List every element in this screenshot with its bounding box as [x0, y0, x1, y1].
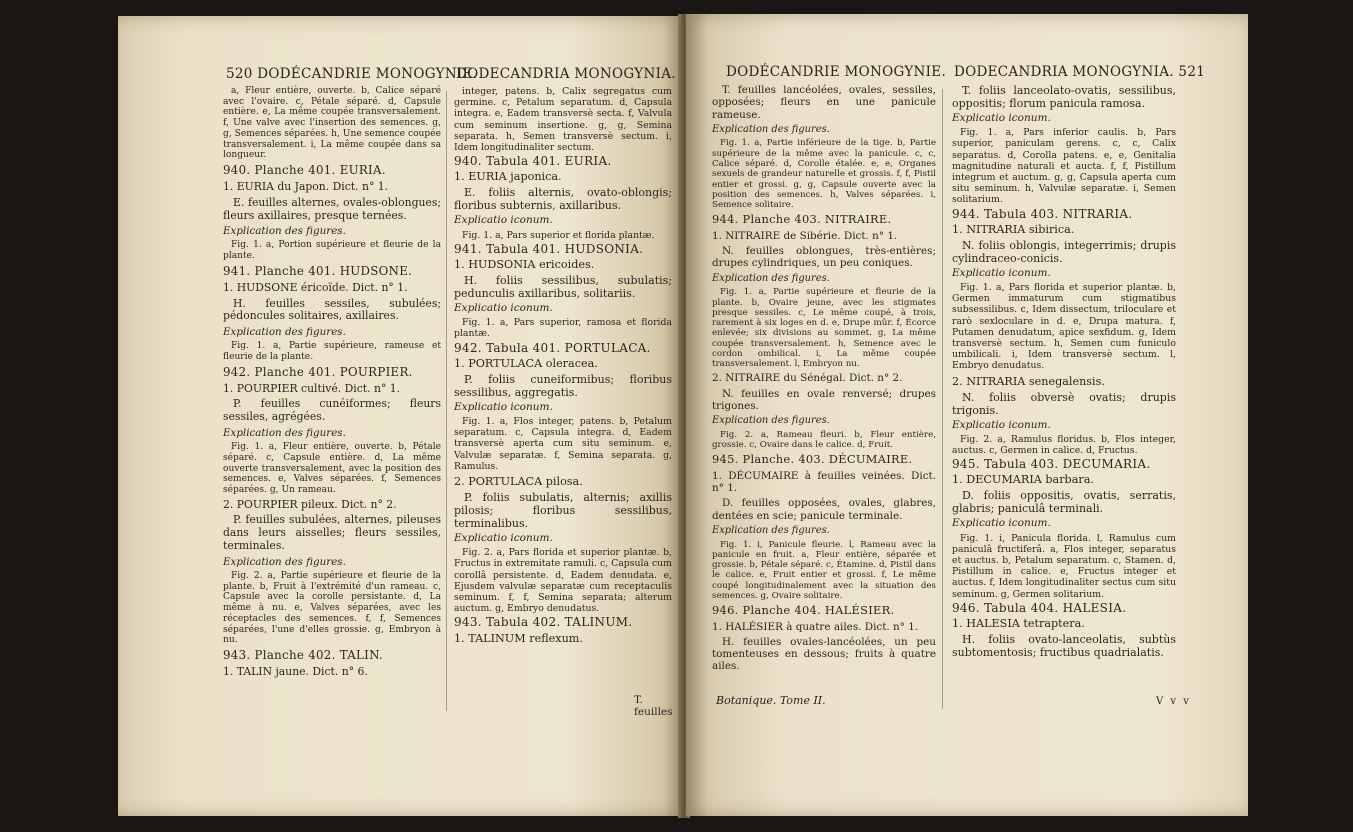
text-desc: H. feuilles sessiles, subulées; pédoncules solitaires, axillaires. — [223, 296, 441, 323]
text-sec: 945. Tabula 403. DECUMARIA. — [952, 457, 1151, 472]
text-entry: 1. NITRARIA sibirica. — [952, 222, 1075, 236]
left-page — [118, 16, 682, 816]
text-desc: H. foliis ovato-lanceolatis, subtùs subtomentosis; fructibus quadrialatis. — [952, 633, 1176, 660]
text-sec: 946. Tabula 404. HALESIA. — [952, 600, 1127, 615]
text-entry: 1. EURIA japonica. — [454, 170, 562, 184]
text-fig: a, Fleur entière, ouverte. b, Calice séparé avec l'ovaire. c, Pétale séparé. d, Capsule entière. e, La même coupée transversalement. f, Une valve avec l'insertion des semences. g, g, Semences séparées. h, Une semence coupée transversalement. i, La même coupée dans sa longueur. — [223, 86, 441, 161]
text-fig: integer, patens. b, Calix segregatus cum germine. c, Petalum separatum. d, Capsula integra. e, Eadem transversè secta. f, Valvula cum seminum insertione. g, g, Semina separata. h, Semen transversè sectum. i, Idem longitudinaliter sectum. — [454, 86, 672, 154]
text-desc: N. feuilles en ovale renversé; drupes trigones. — [712, 387, 936, 412]
text-desc: D. feuilles opposées, ovales, glabres, dentées en scie; panicule terminale. — [712, 497, 936, 522]
left-header-french: 520 DODÉCANDRIE MONOGYNIE. — [226, 66, 478, 82]
text-fig: Fig. 1. a, Fleur entière, ouverte. b, Pétale séparé. c, Capsule entière. d, La même ouverte transversalement, avec la position des semences. e, Valves séparées. f, Semences séparées. g, Un rameau. — [223, 442, 441, 495]
text-sec: 944. Planche 403. NITRAIRE. — [712, 212, 892, 227]
right-header-latin: DODECANDRIA MONOGYNIA. 521 — [954, 64, 1206, 80]
text-entry: 1. EURIA du Japon. Dict. n° 1. — [223, 180, 389, 194]
text-sec: 940. Planche 401. EURIA. — [223, 163, 386, 178]
text-expl: Explication des figures. — [712, 123, 830, 135]
text-desc: H. foliis sessilibus, subulatis; pedunculis axillaribus, solitariis. — [454, 274, 672, 301]
catchword: T. feuilles — [634, 694, 673, 718]
text-desc: P. feuilles cunéiformes; fleurs sessiles, agrégées. — [223, 397, 441, 424]
text-desc: H. feuilles ovales-lancéolées, un peu tomenteuses en dessous; fruits à quatre ailes. — [712, 635, 936, 673]
text-desc: P. feuilles subulées, alternes, pileuses dans leurs aisselles; fleurs sessiles, terminales. — [223, 513, 441, 552]
left-latin-column — [454, 86, 672, 648]
text-expl: Explicatio iconum. — [454, 302, 553, 315]
left-french-column — [223, 86, 441, 682]
text-expl: Explicatio iconum. — [454, 214, 553, 227]
text-desc: P. foliis cuneiformibus; floribus sessilibus, aggregatis. — [454, 372, 672, 399]
text-desc: T. foliis lanceolato-ovatis, sessilibus, oppositis; florum panicula ramosa. — [952, 84, 1176, 110]
text-sec: 942. Tabula 401. PORTULACA. — [454, 340, 651, 355]
text-expl: Explication des figures. — [223, 225, 346, 238]
text-sec: 945. Planche. 403. DÉCUMAIRE. — [712, 452, 913, 467]
text-sec: 943. Tabula 402. TALINUM. — [454, 615, 633, 630]
text-expl: Explication des figures. — [223, 426, 346, 439]
text-fig: Fig. 2. a, Partie supérieure et fleurie de la plante. b, Fruit à l'extrémité d'un rameau. c, Capsule avec la corolle persistante. d, La même à nu. e, Valves séparées, avec les réceptacles des semences. f, f, Semences séparées, l'une d'elles grossie. g, Embryon à nu. — [223, 570, 441, 646]
text-entry: 2. NITRAIRE du Sénégal. Dict. n° 2. — [712, 372, 903, 385]
text-desc: D. foliis oppositis, ovatis, serratis, glabris; paniculâ terminali. — [952, 489, 1176, 516]
text-fig: Fig. 1. i, Panicule fleurie. l, Rameau avec la panicule en fruit. a, Fleur entière, séparée et grossie. b, Pétale séparé. c, Étamine. d, Pistil dans le calice. e, Fruit entier et grossi. f, Le même coupé longitudinalement avec la situation des semences. g, Ovaire solitaire. — [712, 539, 936, 601]
text-expl: Explicatio iconum. — [952, 418, 1051, 431]
text-fig: Fig. 1. a, Portion supérieure et fleurie de la plante. — [223, 240, 441, 262]
text-desc: P. foliis subulatis, alternis; axillis pilosis; floribus sessilibus, terminalibus. — [454, 491, 672, 531]
text-desc: N. feuilles oblongues, très-entières; drupes cylindriques, un peu coniques. — [712, 245, 936, 270]
text-fig: Fig. 1. a, Partie supérieure et fleurie de la plante. b, Ovaire jeune, avec les stigmates presque sessiles. c, Le même coupé, à trois, rarement à six loges en d. e, Drupe mûr. f, Écorce enlevée; six divisions au sommet. g, La même coupée transversalement. h, Semence avec le cordon ombilical. i, La même coupée transversalement. l, Embryon nu. — [712, 287, 936, 370]
text-fig: Fig. 2. a, Ramulus floridus. b, Flos integer, auctus. c, Germen in calice. d, Fructus. — [952, 433, 1176, 457]
text-entry: 1. DÉCUMAIRE à feuilles veinées. Dict. n° 1. — [712, 469, 936, 495]
right-french-column — [712, 84, 936, 676]
text-expl: Explicatio iconum. — [952, 112, 1051, 124]
text-entry: 1. HUDSONIA ericoides. — [454, 258, 595, 272]
text-entry: 1. NITRAIRE de Sibérie. Dict. n° 1. — [712, 229, 898, 242]
right-header-french: DODÉCANDRIE MONOGYNIE. — [726, 64, 947, 80]
text-entry: 2. NITRARIA senegalensis. — [952, 374, 1105, 388]
text-fig: Fig. 1. a, Pars superior, ramosa et florida plantæ. — [454, 317, 672, 340]
text-entry: 1. DECUMARIA barbara. — [952, 473, 1094, 487]
text-fig: Fig. 1. a, Partie supérieure, rameuse et fleurie de la plante. — [223, 341, 441, 362]
text-fig: Fig. 1. a, Partie inférieure de la tige. b, Partie supérieure de la même avec la panicule. c, c, Calice séparé. d, Corolle étalée. e, e, Organes sexuels de grandeur naturelle et grossis. f, f, Pistil entier et grossi. g, g, Capsule ouverte avec la position des semences. h, Valves séparées. i, Semence solitaire. — [712, 138, 936, 211]
footer-volume: Botanique. Tome II. — [716, 694, 826, 707]
text-expl: Explication des figures. — [712, 524, 830, 536]
text-sec: 941. Planche 401. HUDSONE. — [223, 263, 413, 278]
column-rule — [942, 89, 943, 709]
text-entry: 2. POURPIER pileux. Dict. n° 2. — [223, 497, 397, 511]
text-sec: 946. Planche 404. HALÉSIER. — [712, 603, 895, 618]
text-fig: Fig. 1. a, Pars inferior caulis. b, Pars superior, paniculam gerens. c, c, Calix separatus. d, Corolla patens. e, e, Genitalia magnitudine naturali et aucta. f, f, Pistillum integrum et auctum. g, g, Capsula aperta cum situ seminum. h, Valvulæ separatæ. i, Semen solitarium. — [952, 127, 1176, 206]
text-fig: Fig. 2. a, Rameau fleuri. b, Fleur entière, grossie. c, Ovaire dans le calice. d, Fruit. — [712, 429, 936, 451]
text-entry: 1. TALIN jaune. Dict. n° 6. — [223, 664, 368, 678]
text-expl: Explication des figures. — [223, 326, 346, 339]
text-desc: E. foliis alternis, ovato-oblongis; floribus subternis, axillaribus. — [454, 186, 672, 213]
signature-mark: V v v — [1156, 696, 1191, 707]
text-entry: 2. PORTULACA pilosa. — [454, 475, 583, 489]
right-page — [686, 14, 1248, 816]
text-expl: Explicatio iconum. — [454, 532, 553, 545]
text-entry: 1. POURPIER cultivé. Dict. n° 1. — [223, 381, 401, 395]
text-expl: Explication des figures. — [223, 555, 346, 568]
text-entry: 1. HALESIA tetraptera. — [952, 617, 1085, 631]
column-rule — [446, 91, 447, 711]
text-fig: Fig. 1. a, Pars superior et florida plantæ. — [462, 229, 655, 241]
text-entry: 1. HUDSONE éricoïde. Dict. n° 1. — [223, 280, 408, 294]
text-fig: Fig. 1. a, Pars florida et superior plantæ. b, Germen immaturum cum stigmatibus subsessilibus. c, Idem dissectum, triloculare et rarò sexloculare in d. e, Drupa matura. f, Putamen denudatum, apice sexfidum. g, Idem transversè sectum. h, Semen cum funiculo umbilicali. i, Idem transversè sectum. l, Embryo denudatus. — [952, 282, 1176, 372]
text-expl: Explication des figures. — [712, 415, 830, 427]
text-entry: 1. HALÉSIER à quatre ailes. Dict. n° 1. — [712, 620, 919, 633]
text-desc: E. feuilles alternes, ovales-oblongues; fleurs axillaires, presque ternées. — [223, 195, 441, 222]
text-sec: 944. Tabula 403. NITRARIA. — [952, 206, 1133, 221]
text-entry: 1. PORTULACA oleracea. — [454, 356, 598, 370]
left-header-latin: DODECANDRIA MONOGYNIA. — [456, 66, 676, 82]
text-desc: N. foliis obversè ovatis; drupis trigonis. — [952, 390, 1176, 417]
text-fig: Fig. 1. a, Flos integer, patens. b, Petalum separatum. c, Capsula integra. d, Eadem transversè aperta cum situ seminum. e, Valvulæ separatæ. f, Semina separata. g, Ramulus. — [454, 416, 672, 472]
text-entry: 1. TALINUM reflexum. — [454, 631, 583, 645]
text-sec: 943. Planche 402. TALIN. — [223, 648, 384, 663]
text-expl: Explicatio iconum. — [952, 266, 1051, 279]
text-expl: Explication des figures. — [712, 272, 830, 284]
text-sec: 942. Planche 401. POURPIER. — [223, 364, 413, 379]
text-sec: 941. Tabula 401. HUDSONIA. — [454, 241, 644, 256]
text-desc: N. foliis oblongis, integerrimis; drupis cylindraceo-conicis. — [952, 238, 1176, 265]
text-fig: Fig. 2. a, Pars florida et superior plantæ. b, Fructus in extremitate ramuli. c, Capsula cum corollâ persistente. d, Eadem denudata. e, Ejusdem valvulæ separatæ cum receptaculis seminum. f, f, Semina separata; alterum auctum. g, Embryo denudatus. — [454, 547, 672, 615]
text-fig: Fig. 1. i, Panicula florida. l, Ramulus cum paniculâ fructiferâ. a, Flos integer, separatus et auctus. b, Petalum separatum. c, Stamen. d, Pistillum in calice. e, Fructus integer et auctus. f, Idem longitudinaliter sectus cum situ seminum. g, Germen solitarium. — [952, 532, 1176, 600]
text-desc: T. feuilles lancéolées, ovales, sessiles, opposées; fleurs en une panicule rameuse. — [712, 84, 936, 121]
text-expl: Explicatio iconum. — [952, 517, 1051, 530]
right-latin-column — [952, 84, 1176, 662]
text-expl: Explicatio iconum. — [454, 400, 553, 413]
text-sec: 940. Tabula 401. EURIA. — [454, 154, 612, 169]
